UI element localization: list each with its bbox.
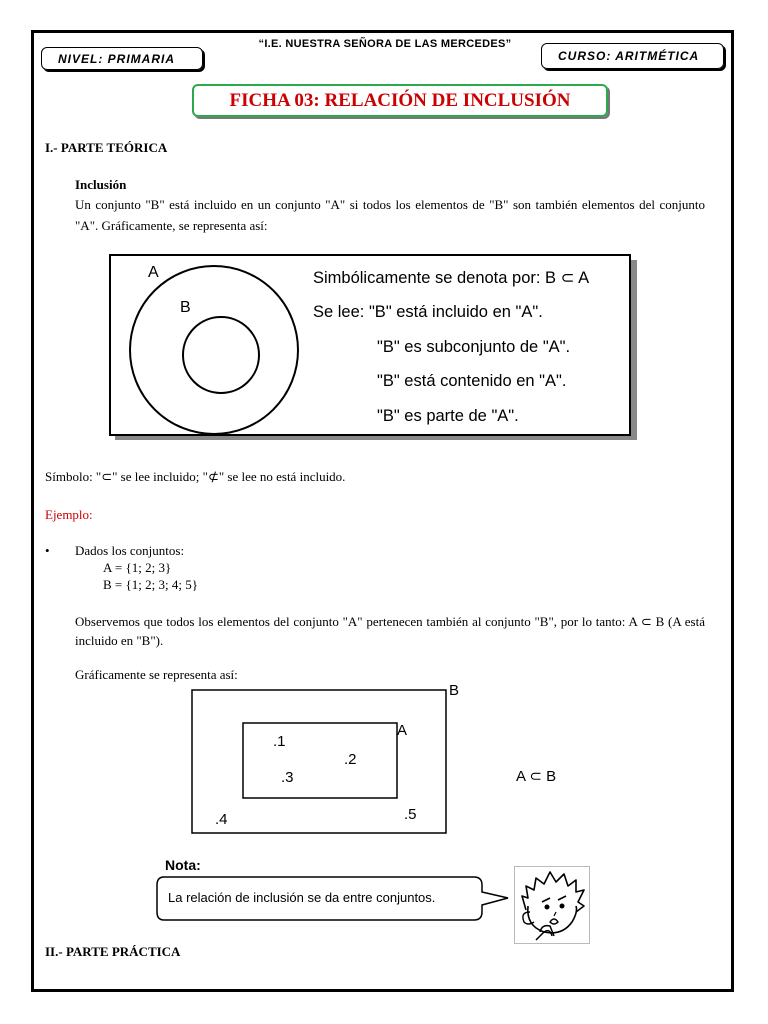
- set-a-rectangle: [243, 723, 397, 798]
- simbolo-text: Símbolo: "⊂" se lee incluido; "⊄" se lee no está incluido.: [45, 469, 346, 484]
- grafico-intro: Gráficamente se representa así:: [75, 667, 238, 682]
- example-figure: [190, 680, 590, 836]
- observacion-paragraph: Observemos que todos los elementos del conjunto "A" pertenecen también al conjunto "B", por lo tanto: A ⊂ B (A está incluido en "B").: [75, 614, 705, 648]
- ejemplo-label: Ejemplo:: [45, 507, 93, 522]
- inclusion-figure: [109, 254, 641, 444]
- school-name: “I.E. NUESTRA SEÑORA DE LAS MERCEDES”: [258, 38, 512, 50]
- nota-text: La relación de inclusión se da entre conjuntos.: [168, 890, 436, 905]
- element-1: .1: [273, 733, 286, 750]
- page-title: FICHA 03: RELACIÓN DE INCLUSIÓN: [192, 84, 608, 117]
- circle-label-a: A: [148, 264, 159, 281]
- rect-label-a: A: [397, 722, 408, 739]
- figure-line-3: "B" es subconjunto de "A".: [377, 338, 571, 356]
- teoria-heading: I.- PARTE TEÓRICA: [45, 140, 168, 155]
- element-2: .2: [344, 751, 357, 768]
- set-b-definition: B = {1; 2; 3; 4; 5}: [103, 577, 198, 592]
- nota-label: Nota:: [165, 857, 201, 873]
- element-3: .3: [281, 769, 294, 786]
- page-border: [31, 30, 734, 992]
- bullet: •: [45, 543, 50, 558]
- inclusion-subheading: Inclusión: [75, 177, 127, 192]
- thinking-kid-illustration: [514, 866, 590, 944]
- inclusion-paragraph: Un conjunto "B" está incluido en un conjunto "A" si todos los elementos de "B" son también elementos del conjunto "A". Gráficamente, se representa así:: [75, 197, 705, 233]
- relation-label: A ⊂ B: [516, 768, 557, 785]
- practica-heading: II.- PARTE PRÁCTICA: [45, 944, 181, 959]
- figure-line-1: Simbólicamente se denota por: B ⊂ A: [313, 269, 590, 287]
- rect-label-b: B: [449, 682, 460, 699]
- figure-line-4: "B" está contenido en "A".: [377, 372, 567, 390]
- nivel-badge: NIVEL: PRIMARIA: [41, 47, 203, 70]
- figure-line-2: Se lee: "B" está incluido en "A".: [313, 303, 543, 321]
- element-4: .4: [215, 811, 228, 828]
- curso-badge: CURSO: ARITMÉTICA: [541, 43, 724, 69]
- circle-label-b: B: [180, 299, 191, 316]
- element-5: .5: [404, 806, 417, 823]
- figure-line-5: "B" es parte de "A".: [377, 407, 519, 425]
- set-a-definition: A = {1; 2; 3}: [103, 560, 172, 575]
- ejemplo-intro: Dados los conjuntos:: [75, 543, 185, 558]
